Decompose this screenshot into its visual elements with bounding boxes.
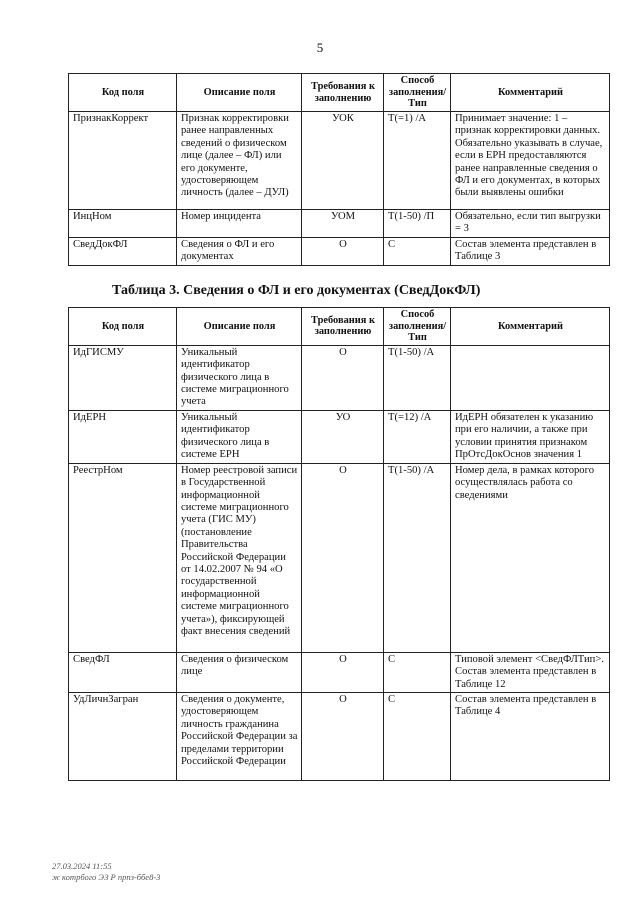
table-row xyxy=(69,410,610,463)
field-requirement: О xyxy=(302,693,384,781)
field-description: Уникальный идентификатор физического лица в системе миграционного учета xyxy=(177,345,302,410)
field-comment: Состав элемента представлен в Таблице 4 xyxy=(451,693,610,781)
field-comment xyxy=(451,345,610,410)
header-code: Код поля xyxy=(69,74,177,112)
table-row xyxy=(69,463,610,652)
field-method: Т(=1) /А xyxy=(384,112,451,210)
header-description: Описание поля xyxy=(177,74,302,112)
header-requirement: Требования к заполнению xyxy=(302,74,384,112)
field-method: С xyxy=(384,693,451,781)
page-number: 5 xyxy=(316,40,324,55)
field-requirement: О xyxy=(302,345,384,410)
table-3-title: Таблица 3. Сведения о ФЛ и его документах (СведДокФЛ) xyxy=(112,283,481,298)
field-code: УдЛичнЗагран xyxy=(69,693,177,781)
field-code: ИдГИСМУ xyxy=(69,345,177,410)
field-comment: Принимает значение: 1 – признак корректировки данных. Обязательно указывать в случае, если в ЕРН предоставляются ранее направленные сведения о ФЛ и его документах, в которых были выявлены ошибки xyxy=(451,112,610,210)
table-header-row xyxy=(69,74,610,112)
table-row xyxy=(69,237,610,265)
field-description: Уникальный идентификатор физического лица в системе ЕРН xyxy=(177,410,302,463)
header-method: Способ заполнения/ Тип xyxy=(384,74,451,112)
field-method: С xyxy=(384,652,451,692)
field-description: Сведения о документе, удостоверяющем личность гражданина Российской Федерации за пределами территории Российской Федерации xyxy=(177,693,302,781)
field-comment: Типовой элемент <СведФЛТип>. Состав элемента представлен в Таблице 12 xyxy=(451,652,610,692)
header-comment: Комментарий xyxy=(451,74,610,112)
table-row xyxy=(69,210,610,238)
field-description: Номер инцидента xyxy=(177,210,302,238)
field-code: ИдЕРН xyxy=(69,410,177,463)
field-method: С xyxy=(384,237,451,265)
field-requirement: О xyxy=(302,463,384,652)
header-code: Код поля xyxy=(69,308,177,346)
field-code: ИнцНом xyxy=(69,210,177,238)
header-requirement: Требования к заполнению xyxy=(302,308,384,346)
field-description: Признак корректировки ранее направленных сведений о физическом лице (далее – ФЛ) или его документе, удостоверяющем личность (далее – ДУЛ) xyxy=(177,112,302,210)
field-requirement: УОМ xyxy=(302,210,384,238)
field-method: Т(=12) /А xyxy=(384,410,451,463)
table-row xyxy=(69,693,610,781)
field-comment: Номер дела, в рамках которого осуществлялась работа со сведениями xyxy=(451,463,610,652)
field-description: Номер реестровой записи в Государственной информационной системе миграционного учета (ГИС МУ) (постановление Правительства Российской Федерации от 14.02.2007 № 94 «О государственной информационной системе миграционного учета»), фиксирующей факт внесения сведений xyxy=(177,463,302,652)
print-stamp-date: 27.03.2024 11:55 xyxy=(52,861,112,871)
field-requirement: О xyxy=(302,237,384,265)
field-method: Т(1-50) /А xyxy=(384,345,451,410)
field-requirement: УОК xyxy=(302,112,384,210)
field-description: Сведения о физическом лице xyxy=(177,652,302,692)
field-comment: Состав элемента представлен в Таблице 3 xyxy=(451,237,610,265)
field-code: ПризнакКоррект xyxy=(69,112,177,210)
print-stamp-id: ж котрбого ЭЗ Р прпз-ббе8-3 xyxy=(52,872,161,882)
field-comment: Обязательно, если тип выгрузки = 3 xyxy=(451,210,610,238)
field-method: Т(1-50) /П xyxy=(384,210,451,238)
field-requirement: УО xyxy=(302,410,384,463)
field-code: РеестрНом xyxy=(69,463,177,652)
table-row xyxy=(69,112,610,210)
field-comment: ИдЕРН обязателен к указанию при его наличии, а также при условии принятия признаком ПрОтсДокОснов значения 1 xyxy=(451,410,610,463)
header-method: Способ заполнения/ Тип xyxy=(384,308,451,346)
header-description: Описание поля xyxy=(177,308,302,346)
fields-table-continued xyxy=(68,73,610,266)
field-method: Т(1-50) /А xyxy=(384,463,451,652)
table-row xyxy=(69,345,610,410)
field-code: СведДокФЛ xyxy=(69,237,177,265)
header-comment: Комментарий xyxy=(451,308,610,346)
field-requirement: О xyxy=(302,652,384,692)
field-code: СведФЛ xyxy=(69,652,177,692)
table-header-row xyxy=(69,308,610,346)
table-row xyxy=(69,652,610,692)
table-3 xyxy=(68,307,610,781)
field-description: Сведения о ФЛ и его документах xyxy=(177,237,302,265)
